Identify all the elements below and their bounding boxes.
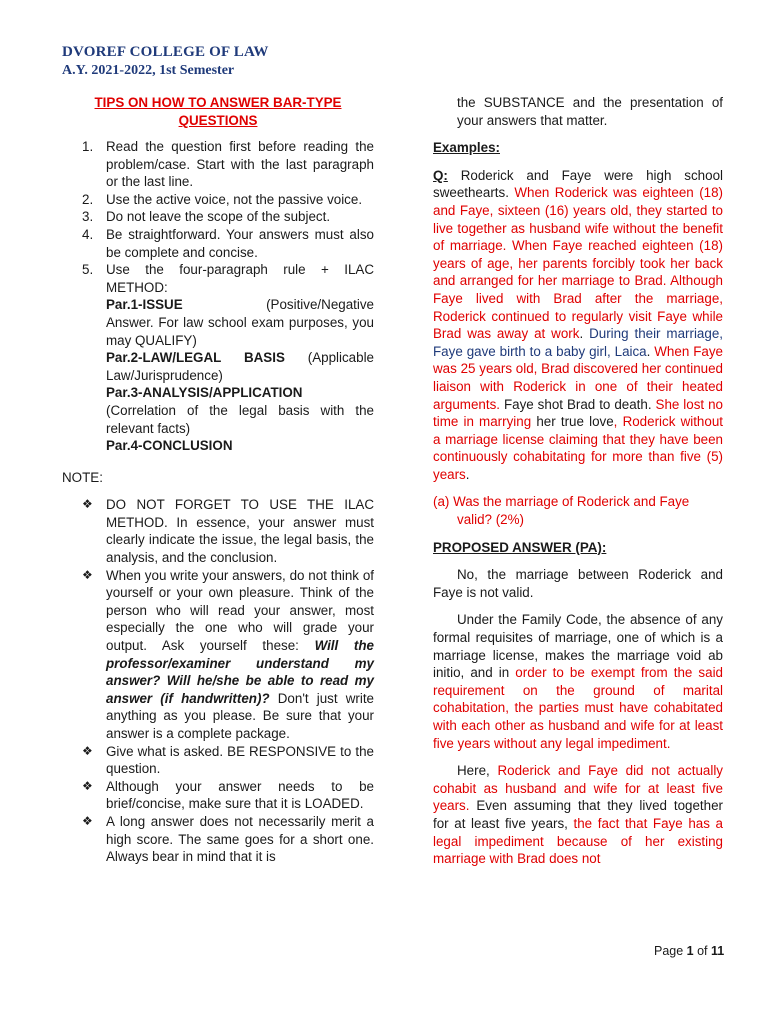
question-text-highlight: She lost no time in marrying [433,396,723,430]
question-text-highlight: When Roderick was eighteen (18) and Faye, sixteen (16) years old, they started to live together as husband wife without the benefit of marriage. When Faye reached eighteen (18) years of age, her parents forcibly took her back and arranged for her marriage to Brad. Although Faye lived with Brad after the marriage, Roderick continued to regularly visit Faye while Brad was away at work [433,185,724,342]
tip-item [62,208,374,226]
left-column [62,94,374,866]
diamond-bullet-icon: ❖ [82,778,93,793]
tips-list [62,138,374,296]
tip-item [62,191,374,209]
question-text-highlight: , Roderick without a marriage license claiming that they have been continuously cohabitating for more than five (5) years [433,414,723,482]
par-desc: (Correlation of the legal basis with the relevant facts) [106,402,374,436]
tip-text: Do not leave the scope of the subject. [106,209,331,225]
tip-text: Read the question first before reading the problem/case. Start with the last paragraph or the last line. [106,139,374,190]
answer-paragraph [433,762,723,868]
document-header [62,44,269,79]
note-label: NOTE: [62,469,103,485]
question-text: . [465,466,470,482]
examples-heading: Examples: [433,140,500,156]
note-text: Although your answer needs to be brief/concise, make sure that it is LOADED. [106,778,374,812]
tip-item [62,261,374,296]
question-text: Faye shot Brad to death. [500,396,656,412]
page-title [62,94,374,130]
note-text: Don't just write anything as you please. Be sure that your answer is a complete package. [106,690,374,741]
question-text: Roderick and Faye were high school sweethearts. [433,167,723,201]
academic-year: A.Y. 2021-2022, 1st Semester [62,63,235,78]
tip-number: 5. [82,262,94,278]
diamond-bullet-icon: ❖ [82,567,93,582]
page-word: Page [654,944,687,958]
paragraph-rule-conclusion [62,437,374,455]
answer-paragraph: No, the marriage between Roderick and Faye is not valid. [433,567,723,600]
note-item [62,813,374,866]
diamond-bullet-icon: ❖ [82,813,93,828]
tip-number: 1. [82,139,94,154]
note-continuation: the SUBSTANCE and the presentation of your answers that matter. [457,95,723,128]
answer-paragraph [433,611,723,752]
question-text-highlight-blue: During their marriage, Faye gave birth to a baby girl, Laica [433,326,723,359]
title-line-1: TIPS ON HOW TO ANSWER BAR-TYPE [94,95,342,110]
par-desc: (Applicable Law/Jurisprudence) [106,350,374,383]
proposed-answer-heading: PROPOSED ANSWER (PA): [433,539,607,555]
note-item [62,778,374,813]
question-text: her true love [531,414,614,430]
question-text-highlight: When Faye was 25 years old, Brad discovered her continued liaison with Roderick in one of their heated arguments. [433,343,723,412]
note-item [62,567,374,743]
par-label: Par.1-ISSUE [106,297,183,313]
answer-text: Here, [457,763,498,779]
sub-question-a: (a) Was the marriage of Roderick and Faye valid? (2%) [433,494,690,528]
paragraph-rule-issue [62,296,374,349]
answer-text: Even assuming that they lived together for at least five years, [433,798,723,831]
diamond-bullet-icon: ❖ [82,497,93,512]
note-item [62,743,374,778]
question-text: . [579,326,590,342]
note-text: Give what is asked. BE RESPONSIVE to the question. [106,743,374,777]
right-column [433,94,723,868]
page-number-footer [654,944,724,958]
question-text: . [646,343,655,359]
note-text: DO NOT FORGET TO USE THE ILAC METHOD. In essence, your answer must clearly indicate the issue, the legal basis, the analysis, and the conclusion. [106,497,374,566]
par-label: Par.2-LAW/LEGAL BASIS [106,350,285,366]
tip-item [62,226,374,261]
tip-number: 3. [82,209,94,225]
tip-number: 2. [82,191,94,207]
question-label: Q: [433,167,448,183]
notes-list [62,496,374,865]
par-desc: (Positive/Negative Answer. For law school exam purposes, you may QUALIFY) [106,297,374,348]
par-label: Par.3-ANALYSIS/APPLICATION [106,385,303,401]
of-word: of [693,944,711,958]
total-pages: 11 [711,944,725,958]
answer-text-highlight: Roderick and Faye did not actually cohabit as husband and wife for at least five years. [433,763,723,814]
paragraph-rule-analysis [62,384,374,437]
note-item [62,496,374,566]
tip-item [62,138,374,191]
diamond-bullet-icon: ❖ [82,743,93,758]
college-name: DVOREF COLLEGE OF LAW [62,44,269,60]
answer-text-highlight: the fact that Faye has a legal impediment because of her existing marriage with Brad does not [433,815,723,867]
note-text: When you write your answers, do not think of yourself or your own pleasure. Think of the person who will read your answer, most especially the one who will grade your output. Ask yourself these: [106,567,374,654]
tip-text: Use the active voice, not the passive voice. [106,191,363,207]
title-line-2: QUESTIONS [178,113,258,128]
paragraph-rule-law [62,349,374,384]
question-paragraph [433,167,723,484]
answer-text-highlight: order to be exempt from the said requirement on the ground of marital cohabitation, the parties must have cohabitated with each other as husband and wife for at least five years without any legal impediment. [433,665,723,751]
tip-text: Use the four-paragraph rule + ILAC METHOD: [106,262,374,295]
current-page: 1 [686,944,694,958]
tip-number: 4. [82,226,94,242]
answer-text: Under the Family Code, the absence of any formal requisites of marriage, one of which is a marriage license, makes the marriage void ab initio, and in [433,612,723,681]
note-text: A long answer does not necessarily merit a high score. The same goes for a short one. Always bear in mind that it is [106,813,374,865]
par-label: Par.4-CONCLUSION [106,438,233,454]
tip-text: Be straightforward. Your answers must also be complete and concise. [106,226,374,260]
note-italic-question: Will the professor/examiner understand my answer? Will he/she be able to read my answer (if handwritten)? [106,638,374,706]
